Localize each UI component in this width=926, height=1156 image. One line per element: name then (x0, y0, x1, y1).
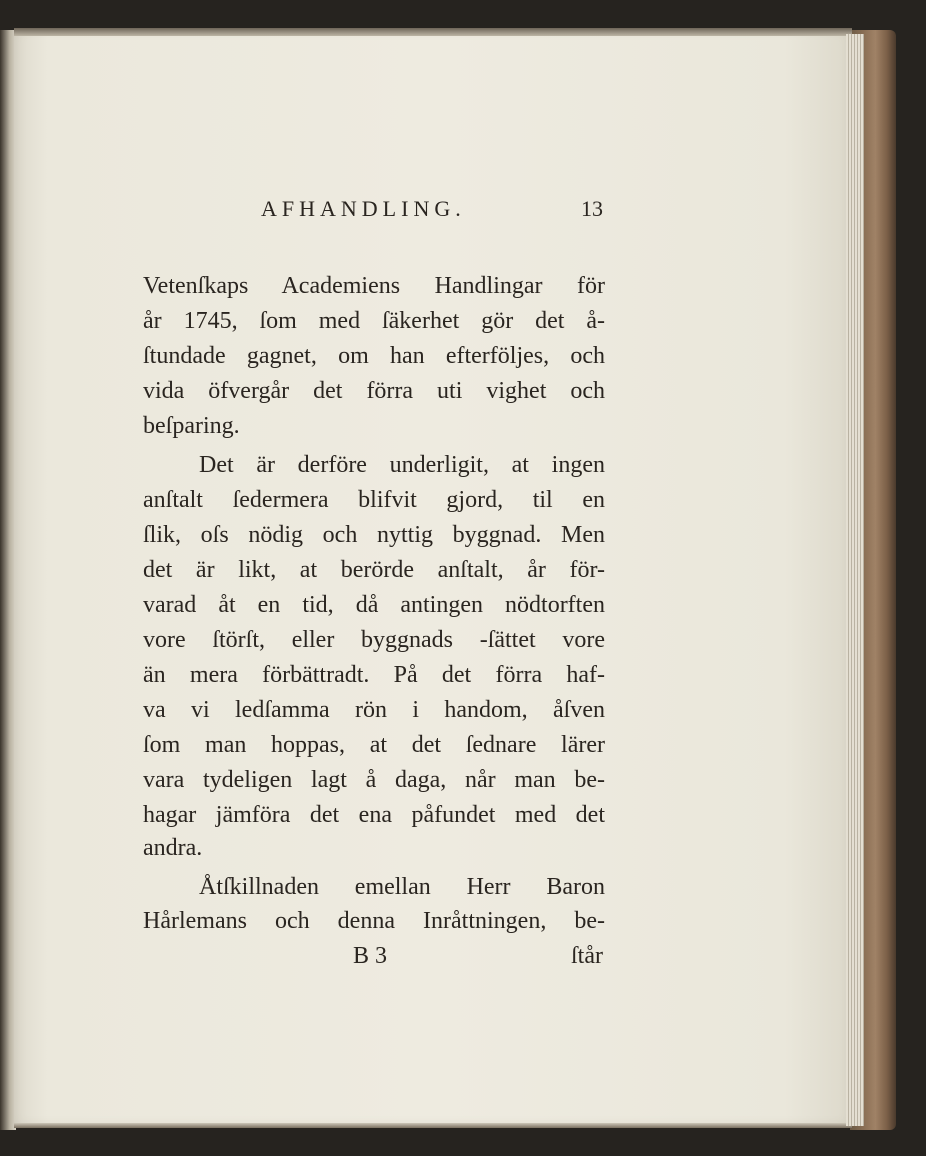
body-line: beſparing. (143, 413, 240, 439)
body-line: hagar jämföra det ena påfundet med det (143, 802, 605, 828)
page-bottom-shadow (14, 1123, 852, 1128)
body-line: Hårlemans och denna Inråttningen, be- (143, 908, 605, 934)
body-line: vore ſtörſt, eller byggnads -ſättet vore (143, 627, 605, 653)
book-page (14, 28, 852, 1128)
body-line: va vi ledſamma rön i handom, åſven (143, 697, 605, 723)
body-line: vida öfvergår det förra uti vighet och (143, 378, 605, 404)
signature-mark: B 3 (353, 943, 388, 969)
body-line: ſom man hoppas, at det ſednare lärer (143, 732, 605, 758)
body-line: det är likt, at berörde anſtalt, år för- (143, 557, 605, 583)
body-line: varad åt en tid, då antingen nödtorften (143, 592, 605, 618)
body-line: ſtundade gagnet, om han efterföljes, och (143, 343, 605, 369)
body-line: än mera förbättradt. På det förra haf- (143, 662, 605, 688)
body-line: Vetenſkaps Academiens Handlingar för (143, 273, 605, 299)
page-number: 13 (581, 196, 603, 221)
catchword: ſtår (571, 943, 603, 969)
body-line: år 1745, ſom med ſäkerhet gör det å- (143, 308, 605, 334)
page-stack-edges (846, 34, 864, 1126)
body-line: vara tydeligen lagt å daga, når man be- (143, 767, 605, 793)
page-top-shadow (14, 28, 852, 36)
body-line: ſlik, oſs nödig och nyttig byggnad. Men (143, 522, 605, 548)
paragraph-first-line: Åtſkillnaden emellan Herr Baron (199, 874, 605, 900)
running-head-title: AFHANDLING. (261, 196, 466, 221)
running-head (143, 196, 605, 224)
paragraph-first-line: Det är derföre underligit, at ingen (199, 452, 605, 478)
body-line: anſtalt ſedermera blifvit gjord, til en (143, 487, 605, 513)
body-line: andra. (143, 835, 203, 861)
